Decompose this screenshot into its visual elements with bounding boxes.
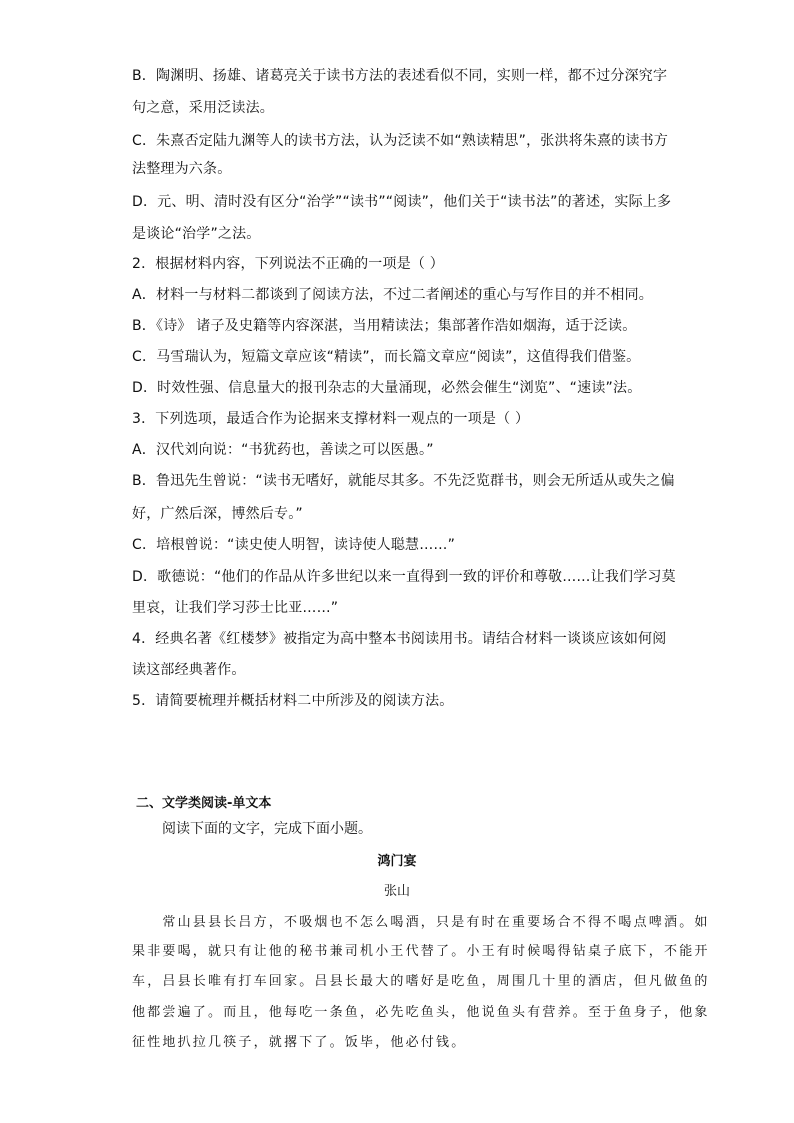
question-3-stem: 3．下列选项，最适合作为论据来支撑材料一观点的一项是（ ） [132,411,530,427]
story-author: 张山 [383,884,410,899]
section-instruction: 阅读下面的文字，完成下面小题。 [162,821,372,837]
option-c-line-2: 法整理为六条。 [132,161,232,177]
question-4-line-1: 4．经典名著《红楼梦》被指定为高中整本书阅读用书。请结合材料一谈谈应该如何阅 [132,631,667,647]
question-2-option-c: C．马雪瑞认为，短篇文章应该“精读”，而长篇文章应“阅读”，这值得我们借鉴。 [132,349,641,365]
question-3-option-d-line-1: D．歌德说：“他们的作品从许多世纪以来一直得到一致的评价和尊敬……让我们学习莫 [132,569,676,585]
question-2-stem: 2．根据材料内容，下列说法不正确的一项是（ ） [132,256,444,272]
option-b-line-2: 句之意，采用泛读法。 [132,100,274,116]
question-5: 5．请简要梳理并概括材料二中所涉及的阅读方法。 [132,693,454,709]
question-2-option-b: B．《诗》 诸子及史籍等内容深湛，当用精读法；集部著作浩如烟海，适于泛读。 [132,318,637,334]
story-paragraph-line-5: 征性地扒拉几筷子，就撂下了。饭毕，他必付钱。 [132,1035,467,1050]
question-3-option-b-line-1: B．鲁迅先生曾说：“读书无嗜好，就能尽其多。不先泛览群书，则会无所适从或失之偏 [132,473,675,489]
option-d-line-1: D．元、明、清时没有区分“治学”“读书”“阅读”，他们关于“读书法”的著述，实际上多 [132,194,672,210]
question-2-option-a: A．材料一与材料二都谈到了阅读方法，不过二者阐述的重心与写作目的并不相同。 [132,287,653,303]
question-4-line-2: 读这部经典著作。 [132,662,246,678]
question-3-option-b-line-2: 好，广然后深，博然后专。” [132,506,303,522]
story-title: 鸿门宴 [377,854,417,869]
section-heading: 二、文学类阅读-单文本 [136,796,272,811]
story-paragraph-line-1: 常山县县长吕方，不吸烟也不怎么喝酒，只是有时在重要场合不得不喝点啤酒。如 [132,915,710,930]
option-c-line-1: C．朱熹否定陆九渊等人的读书方法，认为泛读不如“熟读精思”，张洪将朱熹的读书方 [132,133,669,149]
question-3-option-d-line-2: 里哀，让我们学习莎士比亚……” [132,600,339,616]
story-paragraph-line-3: 车，吕县长唯有打车回家。吕县长最大的嗜好是吃鱼，周围几十里的酒店，但凡做鱼的 [132,974,710,989]
question-2-option-d: D．时效性强、信息量大的报刊杂志的大量涌现，必然会催生“浏览”、“速读”法。 [132,380,642,396]
story-paragraph-line-4: 他都尝遍了。而且，他每吃一条鱼，必先吃鱼头，他说鱼头有营养。至于鱼身子，他象 [132,1005,710,1020]
option-b-line-1: B．陶渊明、扬雄、诸葛亮关于读书方法的表述看似不同，实则一样，都不过分深究字 [132,68,668,84]
question-3-option-a: A．汉代刘向说：“书犹药也，善读之可以医愚。” [132,442,434,458]
option-d-line-2: 是谈论“治学”之法。 [132,226,261,242]
story-paragraph-line-2: 果非要喝，就只有让他的秘书兼司机小王代替了。小王有时候喝得钻桌子底下，不能开 [132,944,710,959]
question-3-option-c: C．培根曾说：“读史使人明智，读诗使人聪慧……” [132,537,456,553]
